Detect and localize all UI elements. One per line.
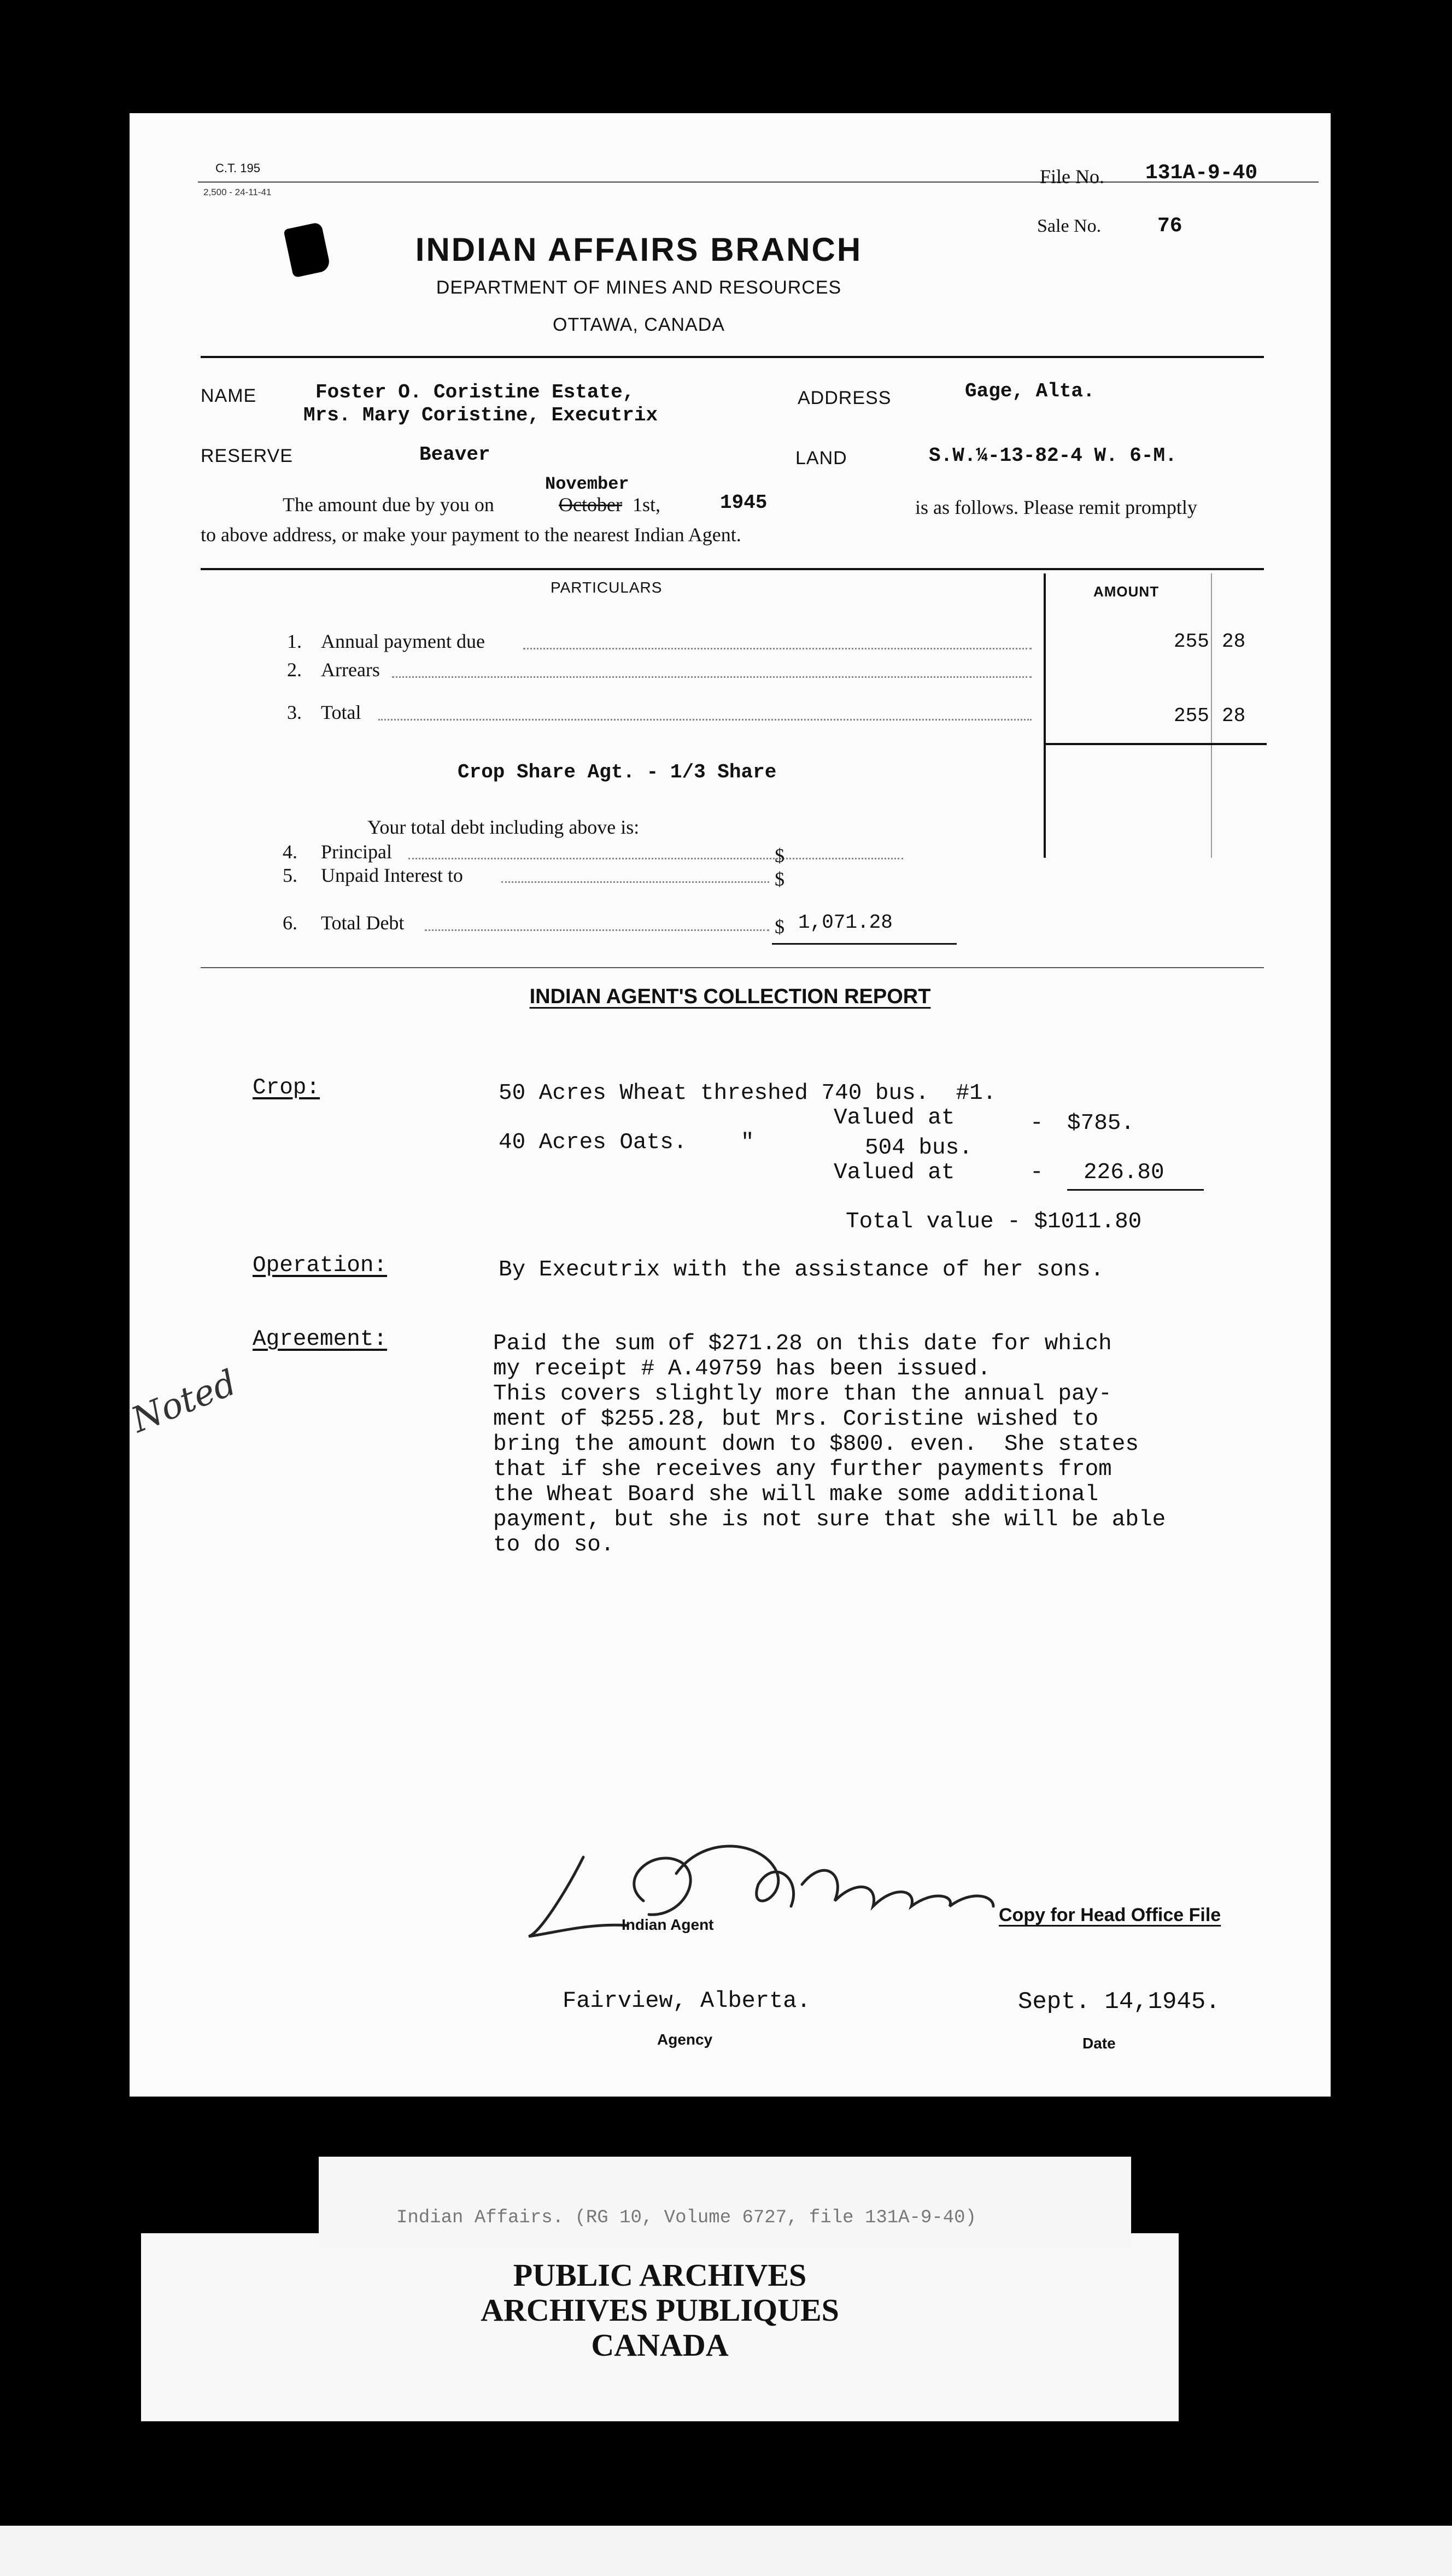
- copy-label: Copy for Head Office File: [999, 1905, 1221, 1925]
- amount-header: AMOUNT: [1093, 583, 1160, 600]
- crop-subtotal-rule: [1067, 1189, 1204, 1191]
- item-3-label: Total: [321, 701, 361, 723]
- crop-valued1-dash: -: [1030, 1111, 1044, 1136]
- amount-column-divider: [1044, 573, 1046, 858]
- debt-item-4-num: 4.: [283, 841, 297, 863]
- debt-item-5-currency: $: [775, 868, 784, 890]
- land-label: LAND: [795, 448, 847, 469]
- item-2-label: Arrears: [321, 659, 380, 681]
- sale-no-value: 76: [1157, 214, 1182, 238]
- agreement-line: to do so.: [493, 1532, 614, 1558]
- debt-total-value: 1,071.28: [798, 911, 893, 934]
- sale-no-label: Sale No.: [1037, 216, 1102, 236]
- branch-title: INDIAN AFFAIRS BRANCH: [415, 231, 863, 268]
- total-amount-rule: [1044, 743, 1267, 745]
- item-3-dollars: 255: [1174, 705, 1209, 727]
- agreement-label: Agreement:: [253, 1327, 388, 1352]
- amount-due-prefix: The amount due by you on: [283, 494, 494, 516]
- amount-due-year: 1945: [720, 491, 768, 514]
- document-page: [126, 113, 1331, 2097]
- crop-valued1-label: Valued at: [834, 1105, 955, 1131]
- particulars-top-rule: [201, 568, 1264, 570]
- item-2-num: 2.: [287, 659, 302, 681]
- signature: [518, 1824, 1092, 1958]
- reserve-label: RESERVE: [201, 446, 293, 466]
- crop-line2-bus: 504 bus.: [865, 1135, 973, 1161]
- date-label: Date: [1082, 2035, 1116, 2052]
- file-no-value: 131A-9-40: [1145, 161, 1258, 185]
- agreement-line: bring the amount down to $800. even. She states: [493, 1432, 1139, 1457]
- item-1-label: Annual payment due: [321, 630, 485, 652]
- debt-item-6-label: Total Debt: [321, 912, 405, 934]
- crop-label: Crop:: [253, 1075, 320, 1100]
- agreement-line: the Wheat Board she will make some additional: [493, 1482, 1099, 1507]
- agreement-line: This covers slightly more than the annual pay-: [493, 1381, 1112, 1407]
- crop-valued1-value: $785.: [1067, 1111, 1135, 1136]
- file-no-label: File No.: [1040, 166, 1105, 188]
- location-line: OTTAWA, CANADA: [553, 314, 725, 335]
- reserve-value: Beaver: [419, 443, 490, 466]
- address-value: Gage, Alta.: [965, 380, 1095, 402]
- operation-text: By Executrix with the assistance of her sons.: [499, 1257, 1104, 1283]
- address-label: ADDRESS: [798, 388, 892, 408]
- agreement-line: Paid the sum of $271.28 on this date for which: [493, 1331, 1112, 1356]
- item-3-num: 3.: [287, 701, 302, 723]
- form-code: C.T. 195: [215, 161, 260, 175]
- archive-reference-label: [319, 2157, 1131, 2249]
- amount-due-struck-month: October: [559, 494, 622, 516]
- operation-label: Operation:: [253, 1253, 388, 1278]
- debt-item-5-num: 5.: [283, 864, 297, 886]
- crop-total-value: Total value - $1011.80: [846, 1209, 1142, 1234]
- archive-reference: Indian Affairs. (RG 10, Volume 6727, file 131A-9-40): [396, 2208, 976, 2228]
- archive-line-1: PUBLIC ARCHIVES: [513, 2257, 807, 2293]
- amount-due-day: 1st,: [633, 494, 661, 516]
- cents-divider: [1211, 573, 1212, 858]
- item-3-cents: 28: [1222, 705, 1246, 727]
- agreement-line: payment, but she is not sure that she will be able: [493, 1507, 1166, 1532]
- agency-label: Agency: [657, 2031, 713, 2048]
- department-name: DEPARTMENT OF MINES AND RESOURCES: [436, 277, 842, 298]
- agreement-line: ment of $255.28, but Mrs. Coristine wished to: [493, 1407, 1099, 1432]
- crop-valued2-value: 226.80: [1084, 1160, 1164, 1185]
- name-value-line2: Mrs. Mary Coristine, Executrix: [303, 404, 658, 426]
- debt-item-4-currency: $: [775, 845, 784, 867]
- crop-valued2-dash: -: [1030, 1160, 1044, 1185]
- debt-item-5-label: Unpaid Interest to: [321, 864, 463, 886]
- crop-share-note: Crop Share Agt. - 1/3 Share: [458, 761, 777, 783]
- land-value: S.W.¼-13-82-4 W. 6-M.: [929, 444, 1177, 467]
- debt-intro: Your total debt including above is:: [367, 816, 640, 838]
- margin-note: Noted: [126, 1362, 242, 1441]
- report-title: INDIAN AGENT'S COLLECTION REPORT: [529, 985, 931, 1008]
- debt-item-6-currency: $: [775, 916, 784, 938]
- indian-agent-label: Indian Agent: [622, 1916, 714, 1933]
- date-value: Sept. 14,1945.: [1018, 1988, 1220, 2016]
- agreement-text: [493, 1331, 1166, 1558]
- agency-value: Fairview, Alberta.: [563, 1988, 811, 2014]
- debt-item-6-num: 6.: [283, 912, 297, 934]
- item-1-num: 1.: [287, 630, 302, 652]
- amount-due-line2: to above address, or make your payment to the nearest Indian Agent.: [201, 524, 741, 546]
- amount-due-suffix: is as follows. Please remit promptly: [915, 496, 1197, 518]
- archive-line-3: CANADA: [591, 2327, 729, 2363]
- total-debt-rule: [772, 943, 957, 945]
- particulars-header: PARTICULARS: [551, 579, 663, 596]
- archive-title-block: [141, 2258, 1179, 2363]
- name-value-line1: Foster O. Coristine Estate,: [315, 381, 635, 403]
- bottom-sheet-edge: [0, 2526, 1452, 2576]
- item-1-dollars: 255: [1174, 630, 1209, 653]
- amount-due-inserted-month: November: [545, 474, 629, 494]
- signature-mark: [518, 1824, 1092, 1956]
- form-print-info: 2,500 - 24-11-41: [203, 187, 272, 197]
- archive-line-2: ARCHIVES PUBLIQUES: [481, 2292, 839, 2328]
- header-rule: [201, 356, 1264, 358]
- item-1-cents: 28: [1222, 630, 1246, 653]
- name-label: NAME: [201, 385, 257, 406]
- debt-item-4-label: Principal: [321, 841, 392, 863]
- crop-line1: 50 Acres Wheat threshed 740 bus. #1.: [499, 1081, 997, 1106]
- crop-valued2-label: Valued at: [834, 1160, 955, 1185]
- agreement-line: my receipt # A.49759 has been issued.: [493, 1356, 991, 1381]
- agreement-line: that if she receives any further payments from: [493, 1457, 1112, 1482]
- report-top-rule: [201, 967, 1264, 968]
- crop-line2: 40 Acres Oats. ": [499, 1130, 754, 1155]
